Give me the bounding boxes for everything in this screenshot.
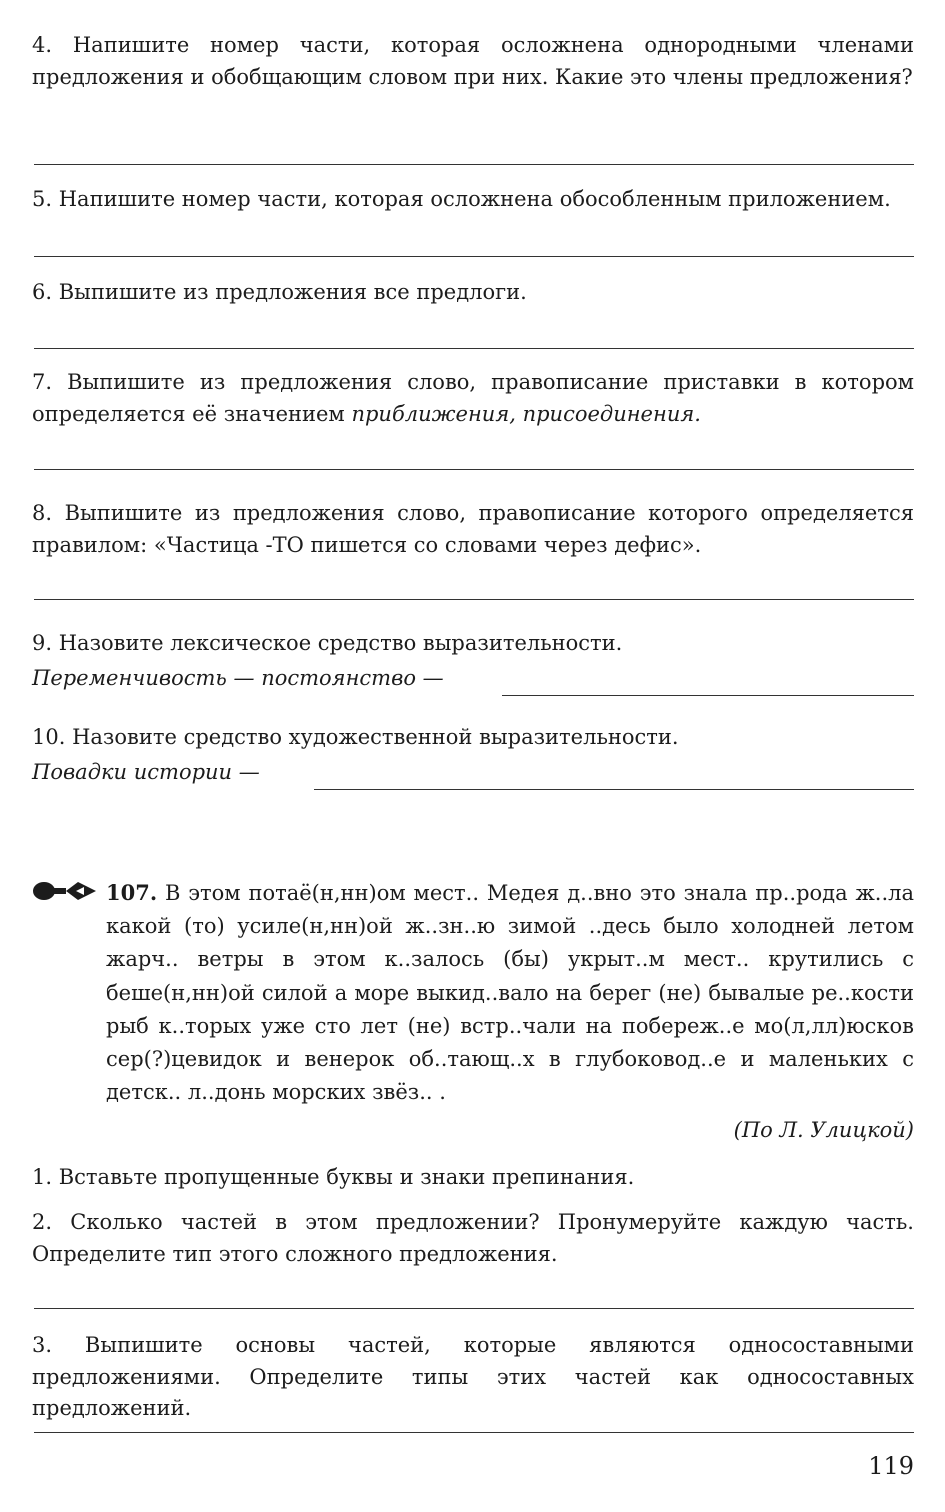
task-number: 8. — [32, 501, 53, 525]
task-text: Выпишите из предложения слово, правописание которого определяется правилом: «Частица -ТО пишется со словами через дефис». — [32, 501, 914, 557]
answer-line-7[interactable] — [34, 469, 914, 470]
exercise-number: 107. — [106, 880, 158, 905]
answer-line-10[interactable] — [314, 789, 914, 790]
task-text: Вставьте пропущенные буквы и знаки препинания. — [58, 1165, 635, 1189]
task-number: 5. — [32, 187, 53, 211]
task-number: 2. — [32, 1210, 53, 1234]
task-text: Сколько частей в этом предложении? Пронумеруйте каждую часть. Определите тип этого сложного предложения. — [32, 1210, 914, 1266]
task-number: 1. — [32, 1165, 53, 1189]
exercise-text: В этом потаё(н,нн)ом мест.. Медея д..вно это знала пр..рода ж..ла какой (то) усиле(н,нн)ой ж..зн..ю зимой ..десь было холодней летом жарч.. ветры в этом к..залось (бы) укрыт..м мест.. крутились с беше(н,нн)ой силой а море выкид..вало на берег (не) бывалые ре..кости рыб к..торых уже сто лет (не) встр..чали на побереж..е мо(л,лл)юсков сер(?)цевидок и венерок об..тающ..х в глубоковод..е и маленьких с детск.. л..донь морских звёз.. . — [106, 881, 914, 1105]
task-b2 — [32, 1207, 914, 1270]
task-text: Выпишите основы частей, которые являются односоставными предложениями. Определите типы этих частей как односоставных предложений. — [32, 1333, 914, 1420]
task-b1 — [32, 1162, 914, 1194]
author-attribution: (По Л. Улицкой) — [733, 1118, 914, 1142]
task-text: Назовите средство художественной выразительности. — [72, 725, 679, 749]
task-text: Выпишите из предложения все предлоги. — [58, 280, 527, 304]
task-b3 — [32, 1330, 914, 1425]
task-text: Напишите номер части, которая осложнена обособленным приложением. — [58, 187, 891, 211]
answer-line-4[interactable] — [34, 164, 914, 165]
task-text: Напишите номер части, которая осложнена однородными членами предложения и обобщающим словом при них. Какие это члены предложения? — [32, 33, 914, 89]
answer-line-8[interactable] — [34, 599, 914, 600]
task-10 — [32, 722, 914, 754]
task-9-answer-row — [32, 666, 914, 698]
task-number: 10. — [32, 725, 66, 749]
answer-line-b3[interactable] — [34, 1432, 914, 1433]
task-text: Выпишите из предложения слово, правописание приставки в котором определяется её значением — [32, 370, 914, 426]
task-number: 6. — [32, 280, 53, 304]
exercise-107 — [106, 876, 914, 1109]
task-number: 9. — [32, 631, 53, 655]
prompt-text: Переменчивость — постоянство — — [32, 666, 444, 690]
task-9 — [32, 628, 914, 660]
task-8 — [32, 498, 914, 561]
task-5 — [32, 184, 914, 216]
answer-line-6[interactable] — [34, 348, 914, 349]
task-number: 4. — [32, 33, 53, 57]
task-4 — [32, 30, 914, 93]
prompt-text: Повадки истории — — [32, 760, 260, 784]
task-7 — [32, 367, 914, 430]
task-text: Назовите лексическое средство выразительности. — [58, 631, 623, 655]
answer-line-9[interactable] — [502, 695, 914, 696]
page-number: 119 — [868, 1452, 914, 1480]
task-text-italic: приближения, присоединения. — [351, 401, 701, 426]
pen-nib-icon — [32, 880, 100, 902]
task-10-answer-row — [32, 760, 914, 792]
task-number: 7. — [32, 370, 53, 394]
answer-line-b2[interactable] — [34, 1308, 914, 1309]
task-number: 3. — [32, 1333, 53, 1357]
answer-line-5[interactable] — [34, 256, 914, 257]
task-6 — [32, 277, 914, 309]
